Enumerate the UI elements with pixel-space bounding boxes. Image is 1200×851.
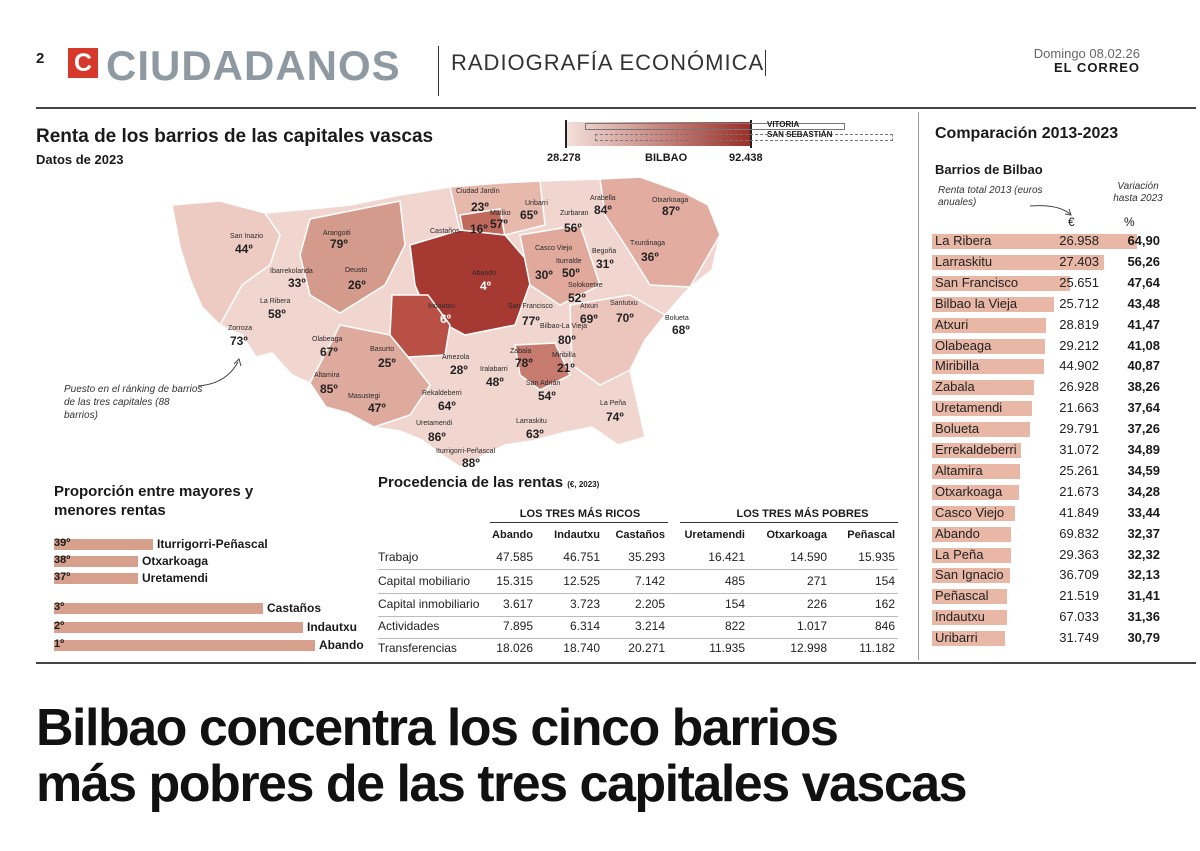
proportion-rank: 37º: [54, 571, 71, 583]
proportion-row: [54, 571, 278, 586]
nb-name: Uribarri: [525, 200, 548, 207]
scale-max: 92.438: [729, 152, 763, 164]
nb-name: Bilbao-La Vieja: [540, 323, 587, 330]
comparison-note-income: Renta total 2013 (euros anuales): [938, 185, 1043, 208]
sources-cell: 18.026: [496, 641, 533, 655]
nb-rank: 70º: [616, 311, 634, 325]
proportion-row: [54, 601, 403, 616]
comparison-variation: 40,87: [1127, 358, 1160, 373]
comparison-title: Comparación 2013-2023: [935, 125, 1119, 142]
comparison-variation: 34,59: [1127, 463, 1160, 478]
sources-row-divider: [378, 593, 898, 594]
comparison-row: [932, 607, 1194, 627]
comparison-income: 36.709: [1059, 567, 1099, 582]
nb-name: Altamira: [314, 372, 340, 379]
nb-name: Miribilla: [552, 352, 576, 359]
sources-column-header: Otxarkoaga: [766, 529, 827, 541]
newspaper-name: EL CORREO: [1053, 60, 1140, 75]
map-subtitle: Datos de 2023: [36, 152, 124, 167]
comparison-unit-pct: %: [1124, 215, 1135, 229]
comparison-name: Olabeaga: [935, 338, 992, 353]
comparison-income: 21.673: [1059, 484, 1099, 499]
issue-date: Domingo 08.02.26: [1033, 46, 1140, 61]
nb-name: Castaños: [430, 228, 460, 235]
comparison-name: Uribarri: [935, 630, 978, 645]
comparison-variation: 56,26: [1127, 254, 1160, 269]
sources-cell: 3.617: [502, 597, 533, 611]
nb-rank: 88º: [462, 456, 480, 470]
sources-cell: 15.315: [496, 574, 533, 588]
divider: [918, 112, 919, 660]
nb-rank: 44º: [235, 242, 253, 256]
comparison-row: [932, 482, 1194, 502]
comparison-income: 67.033: [1059, 609, 1099, 624]
comparison-variation: 34,89: [1127, 442, 1160, 457]
arrow-icon: [196, 356, 246, 390]
nb-name: Indautxu: [428, 303, 455, 310]
group-rich-line: [490, 522, 668, 523]
nb-rank: 74º: [606, 410, 624, 424]
nb-rank: 26º: [348, 278, 366, 292]
nb-rank: 65º: [520, 208, 538, 222]
proportion-bar: [54, 640, 315, 651]
nb-rank: 79º: [330, 237, 348, 251]
nb-rank: 57º: [490, 217, 508, 231]
sources-cell: 47.585: [496, 550, 533, 564]
sources-unit: (€, 2023): [567, 480, 600, 489]
comparison-income: 26.958: [1059, 233, 1099, 248]
comparison-income: 69.832: [1059, 526, 1099, 541]
comparison-name: Atxuri: [935, 317, 969, 332]
nb-rank: 4º: [480, 279, 492, 293]
nb-rank: 50º: [562, 266, 580, 280]
nb-name: Ibarrekolanda: [270, 268, 313, 275]
subsection-title: RADIOGRAFÍA ECONÓMICA: [451, 50, 765, 75]
comparison-name: Peñascal: [935, 588, 989, 603]
proportion-name: Indautxu: [307, 620, 357, 634]
group-poor-line: [680, 522, 898, 523]
bilbao-neighborhood-map: [160, 175, 735, 475]
nb-rank: 31º: [596, 257, 614, 271]
nb-rank: 28º: [450, 363, 468, 377]
comparison-row: [932, 336, 1194, 356]
comparison-name: Altamira: [935, 463, 983, 478]
nb-rank: 64º: [438, 399, 456, 413]
comparison-note-variation: Variación hasta 2023: [1113, 181, 1163, 204]
sources-cell: 12.998: [790, 641, 827, 655]
comparison-variation: 64,90: [1127, 233, 1160, 248]
nb-name: Abando: [472, 270, 497, 277]
nb-name: Matiko: [490, 210, 511, 217]
group-rich-label: LOS TRES MÁS RICOS: [519, 508, 641, 520]
sources-cell: 162: [874, 597, 895, 611]
map-title: Renta de los barrios de las capitales vascas: [36, 126, 434, 147]
sources-cell: 1.017: [796, 619, 827, 633]
comparison-variation: 34,28: [1127, 484, 1160, 499]
sources-cell: 7.895: [502, 619, 533, 633]
comparison-variation: 33,44: [1127, 505, 1160, 520]
comparison-name: San Ignacio: [935, 567, 1004, 582]
comparison-row: [932, 273, 1194, 293]
sources-cell: 3.723: [569, 597, 600, 611]
comparison-income: 25.651: [1059, 275, 1099, 290]
comparison-name: Larraskitu: [935, 254, 993, 269]
comparison-variation: 30,79: [1127, 630, 1160, 645]
comparison-row: [932, 440, 1194, 460]
comparison-variation: 41,08: [1127, 338, 1160, 353]
sources-cell: 35.293: [628, 550, 665, 564]
comparison-row: [932, 294, 1194, 314]
comparison-variation: 32,32: [1127, 547, 1160, 562]
nb-name: Atxuri: [580, 303, 598, 310]
comparison-income: 29.363: [1059, 547, 1099, 562]
nb-rank: 36º: [641, 250, 659, 264]
nb-name: Arabella: [590, 195, 616, 202]
nb-name: Zurbaran: [560, 210, 589, 217]
nb-name: Masustegi: [348, 393, 380, 400]
sources-title: [378, 474, 599, 491]
comparison-income: 26.928: [1059, 379, 1099, 394]
proportion-name: Iturrigorri-Peñascal: [157, 537, 268, 551]
map-note: Puesto en el ránking de barrios de las tres capitales (88 barrios): [64, 384, 203, 421]
comparison-income: 25.261: [1059, 463, 1099, 478]
comparison-row: [932, 231, 1194, 251]
comparison-unit-eur: €: [1068, 215, 1075, 229]
divider: [36, 662, 1196, 664]
comparison-row: [932, 524, 1194, 544]
nb-name: Arangoiti: [323, 230, 351, 237]
headline-line-2: más pobres de las tres capitales vascas: [36, 755, 967, 813]
headline: [36, 700, 1166, 812]
nb-rank: 67º: [320, 345, 338, 359]
section-title: CIUDADANOS: [106, 42, 401, 89]
nb-name: Amezola: [442, 354, 470, 361]
comparison-income: 44.902: [1059, 358, 1099, 373]
comparison-name: La Peña: [935, 547, 984, 562]
comparison-variation: 41,47: [1127, 317, 1160, 332]
comparison-income: 28.819: [1059, 317, 1099, 332]
nb-name: San Francisco: [508, 303, 553, 310]
nb-name: Basurto: [370, 346, 395, 353]
comparison-row: [932, 503, 1194, 523]
sources-cell: 3.214: [634, 619, 665, 633]
comparison-row: [932, 315, 1194, 335]
comparison-income: 21.663: [1059, 400, 1099, 415]
nb-rank: 80º: [558, 333, 576, 347]
nb-name: Larraskitu: [516, 418, 547, 425]
nb-rank: 58º: [268, 307, 286, 321]
comparison-name: Casco Viejo: [935, 505, 1005, 520]
nb-rank: 86º: [428, 430, 446, 444]
comparison-row: [932, 628, 1194, 648]
sources-cell: 226: [806, 597, 827, 611]
comparison-variation: 43,48: [1127, 296, 1160, 311]
comparison-income: 31.749: [1059, 630, 1099, 645]
nb-name: San Adrián: [526, 380, 561, 387]
proportion-row: [54, 537, 293, 552]
divider: [438, 46, 439, 96]
nb-rank: 52º: [568, 291, 586, 305]
nb-name: La Peña: [600, 400, 627, 407]
sources-cell: 15.935: [858, 550, 895, 564]
nb-rank: 87º: [662, 204, 680, 218]
nb-rank: 56º: [564, 221, 582, 235]
sources-cell: 14.590: [790, 550, 827, 564]
proportion-row: [54, 554, 278, 569]
scale-outline-sansebastian: [595, 134, 893, 141]
sources-cell: 11.935: [709, 641, 745, 655]
proportion-bar: [54, 603, 263, 614]
comparison-row: [932, 377, 1194, 397]
nb-name: Txurdinaga: [630, 240, 666, 247]
comparison-income: 29.212: [1059, 338, 1099, 353]
sources-row-label: Transferencias: [378, 641, 457, 655]
sources-column-header: Abando: [492, 529, 533, 541]
nb-rank: 25º: [378, 356, 396, 370]
income-scale: [545, 116, 865, 166]
nb-name: Iralabarri: [480, 366, 508, 373]
nb-name: Solokoetxe: [568, 282, 603, 289]
nb-rank: 85º: [320, 382, 338, 396]
comparison-variation: 38,26: [1127, 379, 1160, 394]
sources-row-label: Actividades: [378, 619, 440, 633]
logo-icon: C: [68, 48, 98, 78]
nb-rank: 16º: [470, 222, 488, 236]
comparison-row: [932, 586, 1194, 606]
sources-column-header: Indautxu: [554, 529, 600, 541]
scale-legend-vitoria: VITORIA: [767, 120, 800, 129]
sources-cell: 16.421: [708, 550, 745, 564]
nb-rank: 48º: [486, 375, 504, 389]
comparison-variation: 32,37: [1127, 526, 1160, 541]
nb-name: Bolueta: [665, 315, 689, 322]
comparison-variation: 37,26: [1127, 421, 1160, 436]
scale-city: BILBAO: [645, 152, 688, 164]
nb-name: Otxarkoaga: [652, 197, 689, 204]
nb-name: Begoña: [592, 248, 617, 255]
comparison-income: 41.849: [1059, 505, 1099, 520]
divider: [765, 50, 766, 76]
nb-name: Iturrigorri-Peñascal: [436, 448, 496, 455]
proportion-rank: 2º: [54, 620, 65, 632]
nb-name: Rekaldeberri: [422, 390, 462, 397]
nb-rank: 78º: [515, 356, 533, 370]
page-number: 2: [36, 50, 45, 67]
proportion-name: Abando: [319, 638, 364, 652]
comparison-row: [932, 565, 1194, 585]
proportion-rank: 1º: [54, 638, 65, 650]
proportion-name: Otxarkoaga: [142, 554, 209, 568]
proportion-name: Castaños: [267, 601, 322, 615]
sources-cell: 485: [724, 574, 745, 588]
comparison-name: Indautxu: [935, 609, 985, 624]
sources-row-divider: [378, 616, 898, 617]
nb-name: Ciudad Jardín: [456, 188, 500, 195]
sources-cell: 6.314: [569, 619, 600, 633]
nb-rank: 68º: [672, 323, 690, 337]
sources-cell: 154: [724, 597, 745, 611]
comparison-income: 27.403: [1059, 254, 1099, 269]
comparison-subtitle: Barrios de Bilbao: [935, 162, 1043, 177]
sources-cell: 7.142: [634, 574, 665, 588]
nb-name: La Ribera: [260, 298, 291, 305]
sources-cell: 20.271: [628, 641, 665, 655]
comparison-name: Bolueta: [935, 421, 980, 436]
sources-cell: 11.182: [859, 641, 895, 655]
proportion-name: Uretamendi: [142, 571, 209, 585]
nb-name: Zorroza: [228, 325, 253, 332]
nb-name: Zabala: [510, 348, 532, 355]
nb-name: San Inazio: [230, 233, 264, 240]
sources-cell: 271: [806, 574, 827, 588]
comparison-income: 31.072: [1059, 442, 1099, 457]
nb-name: Iturralde: [556, 258, 582, 265]
comparison-variation: 37,64: [1127, 400, 1160, 415]
comparison-income: 21.519: [1059, 588, 1099, 603]
comparison-variation: 47,64: [1127, 275, 1160, 290]
proportion-rank: 38º: [54, 554, 71, 566]
nb-rank: 21º: [557, 361, 575, 375]
sources-row-label: Capital inmobiliario: [378, 597, 480, 611]
scale-min: 28.278: [547, 152, 581, 164]
comparison-name: Uretamendi: [935, 400, 1003, 415]
nb-rank: 63º: [526, 427, 544, 441]
sources-column-header: Uretamendi: [684, 529, 745, 541]
sources-column-header: Peñascal: [847, 529, 895, 541]
nb-rank: 69º: [580, 312, 598, 326]
nb-rank: 77º: [522, 314, 540, 328]
comparison-name: Zabala: [935, 379, 975, 394]
sources-row-divider: [378, 569, 898, 570]
sources-cell: 2.205: [634, 597, 665, 611]
comparison-row: [932, 398, 1194, 418]
comparison-income: 25.712: [1059, 296, 1099, 311]
sources-cell: 46.751: [563, 550, 600, 564]
group-poor-label: LOS TRES MÁS POBRES: [736, 508, 869, 520]
nb-rank: 47º: [368, 401, 386, 415]
sources-cell: 12.525: [563, 574, 600, 588]
comparison-name: Bilbao la Vieja: [935, 296, 1018, 311]
comparison-name: San Francisco: [935, 275, 1019, 290]
comparison-variation: 31,41: [1127, 588, 1160, 603]
comparison-row: [932, 419, 1194, 439]
nb-rank: 23º: [471, 200, 489, 214]
sources-row-divider: [378, 638, 898, 639]
sources-column-header: Castaños: [615, 529, 665, 541]
proportion-title: Proporción entre mayores y menores rentas: [54, 483, 254, 519]
nb-rank: 33º: [288, 276, 306, 290]
comparison-name: La Ribera: [935, 233, 992, 248]
comparison-name: Miribilla: [935, 358, 980, 373]
nb-name: Olabeaga: [312, 336, 343, 343]
headline-line-1: Bilbao concentra los cinco barrios: [36, 699, 838, 757]
nb-rank: 84º: [594, 203, 612, 217]
comparison-variation: 31,36: [1127, 609, 1160, 624]
sources-cell: 18.740: [563, 641, 600, 655]
comparison-variation: 32,13: [1127, 567, 1160, 582]
sources-cell: 822: [724, 619, 745, 633]
nb-rank: 30º: [535, 268, 553, 282]
sources-row-label: Capital mobiliario: [378, 574, 471, 588]
scale-outline-vitoria: [585, 123, 845, 130]
nb-rank: 6º: [440, 312, 452, 326]
nb-name: Uretamendi: [416, 420, 453, 427]
comparison-name: Abando: [935, 526, 980, 541]
comparison-row: [932, 252, 1194, 272]
divider: [36, 107, 1196, 109]
comparison-name: Otxarkoaga: [935, 484, 1003, 499]
nb-rank: 54º: [538, 389, 556, 403]
sources-title-text: Procedencia de las rentas: [378, 474, 564, 491]
comparison-row: [932, 461, 1194, 481]
scale-legend-sansebastian: SAN SEBASTIÁN: [767, 130, 833, 139]
nb-name: Casco Viejo: [535, 245, 573, 252]
sources-cell: 846: [874, 619, 895, 633]
sources-row-label: Trabajo: [378, 550, 419, 564]
comparison-row: [932, 356, 1194, 376]
proportion-rank: 3º: [54, 601, 65, 613]
nb-rank: 73º: [230, 334, 248, 348]
proportion-bar: [54, 622, 303, 633]
proportion-rank: 39º: [54, 537, 71, 549]
nb-name: Santutxu: [610, 300, 638, 307]
comparison-income: 29.791: [1059, 421, 1099, 436]
nb-name: Deusto: [345, 267, 368, 274]
sources-cell: 154: [874, 574, 895, 588]
comparison-row: [932, 545, 1194, 565]
comparison-name: Errekaldeberri: [935, 442, 1017, 457]
